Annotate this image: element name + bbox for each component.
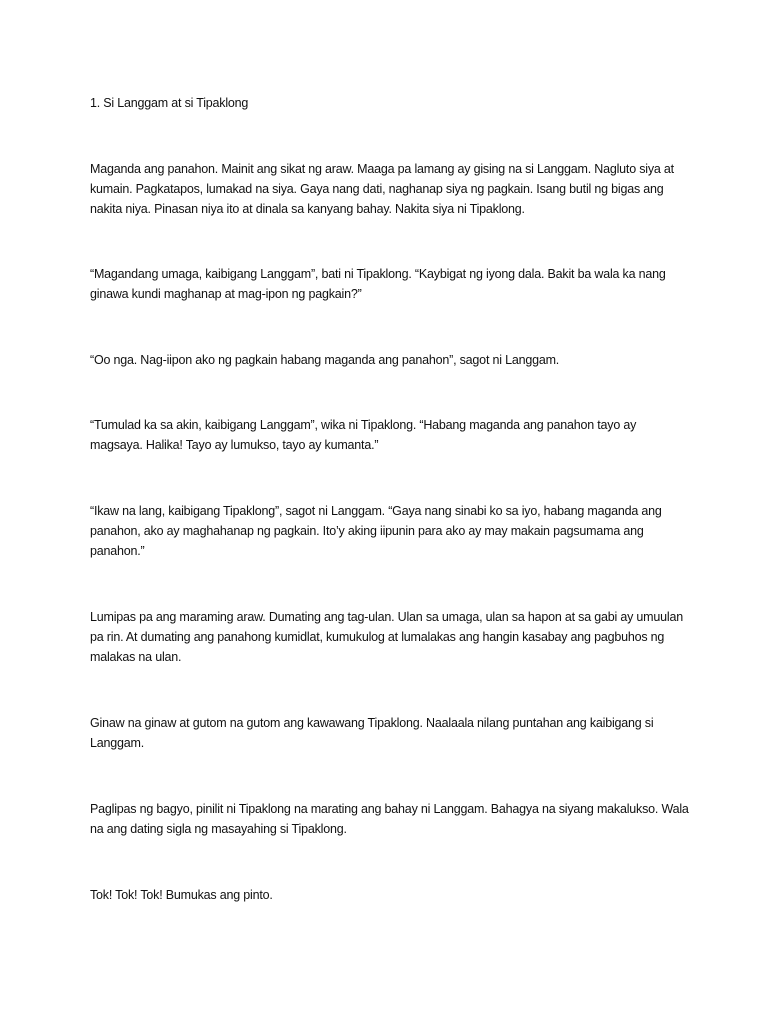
paragraph-7: Ginaw na ginaw at gutom na gutom ang kawawang Tipaklong. Naalaala nilang puntahan ang kaibigang si Langgam. <box>90 716 654 750</box>
paragraph-1: Maganda ang panahon. Mainit ang sikat ng araw. Maaga pa lamang ay gising na si Langgam. Nagluto siya at kumain. Pagkatapos, lumakad na siya. Gaya nang dati, naghanap siya ng pagkain. Isang butil ng bigas ang nakita niya. Pinasan niya ito at dinala sa kanyang bahay. Nakita siya ni Tipaklong. <box>90 162 674 216</box>
paragraph-4: “Tumulad ka sa akin, kaibigang Langgam”, wika ni Tipaklong. “Habang maganda ang panahon tayo ay magsaya. Halika! Tayo ay lumukso, tayo ay kumanta.” <box>90 418 637 452</box>
paragraph-3: “Oo nga. Nag-iipon ako ng pagkain habang maganda ang panahon”, sagot ni Langgam. <box>90 353 560 367</box>
paragraph-6: Lumipas pa ang maraming araw. Dumating ang tag-ulan. Ulan sa umaga, ulan sa hapon at sa gabi ay umuulan pa rin. At dumating ang panahong kumidlat, kumukulog at lumalakas ang hangin kasabay ang pagbuhos ng malakas na ulan. <box>90 610 683 664</box>
paragraph-2: “Magandang umaga, kaibigang Langgam”, bati ni Tipaklong. “Kaybigat ng iyong dala. Bakit ba wala ka nang ginawa kundi maghanap at mag-ipon ng pagkain?” <box>90 267 666 301</box>
document-title: 1. Si Langgam at si Tipaklong <box>90 96 249 110</box>
paragraph-9: Tok! Tok! Tok! Bumukas ang pinto. <box>90 888 273 902</box>
paragraph-5: “Ikaw na lang, kaibigang Tipaklong”, sagot ni Langgam. “Gaya nang sinabi ko sa iyo, habang maganda ang panahon, ako ay maghahanap ng pagkain. Ito’y aking iipunin para ako ay may makain pagsumama ang panahon.” <box>90 504 662 558</box>
paragraph-8: Paglipas ng bagyo, pinilit ni Tipaklong na marating ang bahay ni Langgam. Bahagya na siyang makalukso. Wala na ang dating sigla ng masayahing si Tipaklong. <box>90 802 689 836</box>
